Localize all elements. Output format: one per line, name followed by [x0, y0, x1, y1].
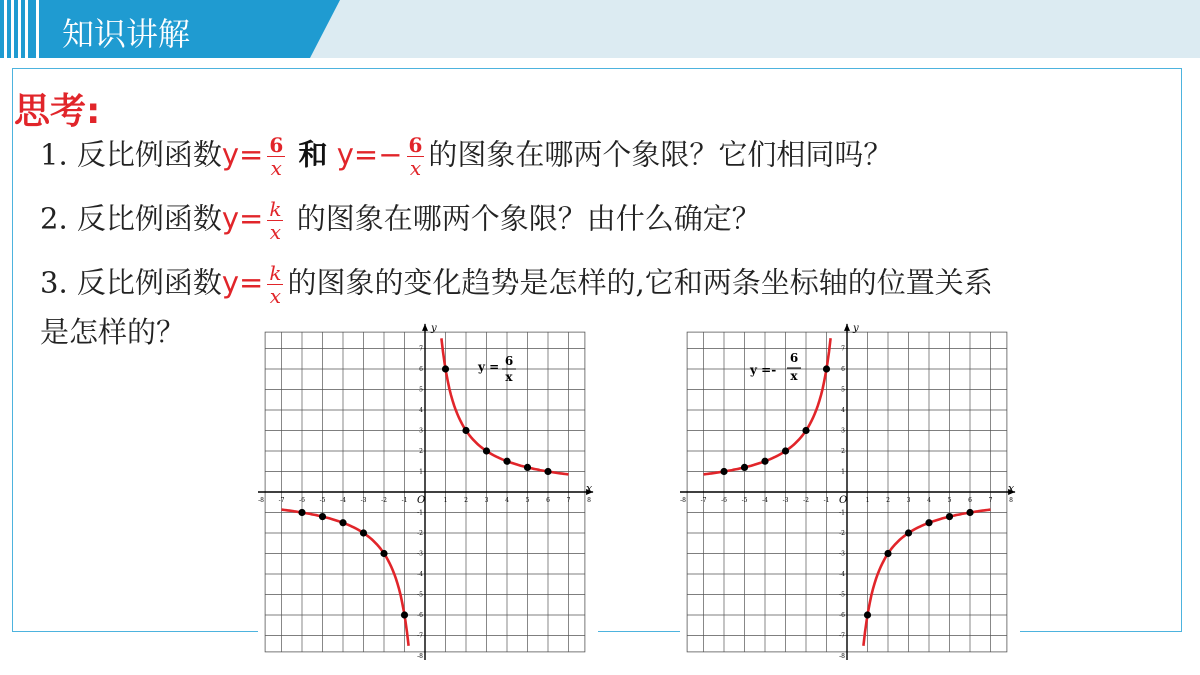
- data-point: [884, 550, 891, 557]
- q3-den: x: [269, 284, 282, 308]
- origin-label: O: [417, 495, 426, 506]
- q1-eq1: y=: [221, 137, 264, 172]
- y-tick-label: -1: [417, 509, 423, 517]
- data-point: [782, 447, 789, 454]
- y-tick-label: -8: [839, 653, 845, 660]
- y-tick-label: 2: [841, 448, 845, 455]
- header-stripe: [25, 0, 28, 58]
- y-tick-label: -5: [839, 591, 845, 599]
- y-tick-label: 7: [841, 345, 845, 353]
- y-tick-label: -2: [839, 530, 845, 537]
- data-point: [966, 509, 973, 516]
- y-tick-label: 1: [419, 468, 423, 476]
- question-3-line-2: 是怎样的？: [40, 315, 186, 349]
- y-tick-label: -6: [839, 612, 845, 619]
- q2-prefix: 2. 反比例函数: [40, 201, 222, 236]
- x-tick-label: -1: [823, 497, 830, 504]
- y-tick-label: -8: [417, 653, 423, 660]
- header-stripe: [36, 0, 39, 58]
- y-tick-label: 6: [841, 366, 845, 373]
- x-tick-label: -7: [278, 497, 285, 504]
- y-tick-label: -7: [417, 632, 423, 640]
- x-tick-label: 2: [464, 497, 468, 504]
- page-title: 知识讲解: [62, 15, 191, 53]
- data-point: [483, 447, 490, 454]
- y-tick-label: -5: [417, 591, 423, 599]
- data-point: [823, 365, 830, 372]
- data-point: [761, 458, 768, 465]
- x-tick-label: -2: [381, 497, 387, 504]
- data-point: [503, 458, 510, 465]
- q2-suffix: 的图象在哪两个象限？由什么确定？: [296, 201, 761, 236]
- y-tick-label: 3: [841, 427, 845, 435]
- question-3: [40, 262, 993, 307]
- graph-negative-k: [680, 318, 1020, 660]
- y-tick-label: -7: [839, 632, 845, 640]
- q1-den1: x: [270, 156, 282, 180]
- y-tick-label: 6: [419, 366, 423, 373]
- y-tick-label: -4: [839, 571, 845, 578]
- data-point: [401, 611, 408, 618]
- q2-den: x: [269, 220, 282, 244]
- data-point: [864, 611, 871, 618]
- q3-num: k: [269, 261, 282, 285]
- formula-prefix: y =-: [750, 363, 777, 377]
- header-stripe: [18, 0, 21, 58]
- q3-prefix: 3. 反比例函数: [40, 265, 222, 300]
- data-point: [802, 427, 809, 434]
- graph-positive-k: [258, 318, 598, 660]
- data-point: [339, 519, 346, 526]
- formula-prefix: y =: [478, 360, 500, 374]
- origin-label: O: [839, 495, 848, 506]
- x-tick-label: 3: [484, 497, 489, 504]
- x-tick-label: -5: [319, 497, 326, 504]
- formula-denominator: x: [790, 369, 798, 383]
- q1-fraction-2: [407, 134, 425, 179]
- data-point: [524, 464, 531, 471]
- y-tick-label: 5: [841, 386, 845, 394]
- q3-suffix: 的图象的变化趋势是怎样的,它和两条坐标轴的位置关系: [287, 265, 993, 300]
- data-point: [442, 365, 449, 372]
- x-axis-label: x: [1008, 482, 1015, 495]
- y-tick-label: -1: [839, 509, 845, 517]
- x-tick-label: 7: [566, 497, 571, 504]
- x-tick-label: 4: [505, 497, 509, 504]
- question-2: [40, 198, 761, 243]
- data-point: [544, 468, 551, 475]
- y-tick-label: 2: [419, 448, 423, 455]
- y-tick-label: 5: [419, 386, 423, 394]
- q1-prefix: 1. 反比例函数: [40, 137, 222, 172]
- x-tick-label: 1: [865, 497, 870, 504]
- q1-num2: 6: [408, 133, 423, 157]
- data-point: [720, 468, 727, 475]
- q1-den2: x: [409, 156, 422, 180]
- x-tick-label: 5: [525, 497, 530, 504]
- q3-eq: y=: [221, 265, 264, 300]
- q2-fraction: [267, 198, 283, 243]
- y-tick-label: 1: [841, 468, 845, 476]
- data-point: [298, 509, 305, 516]
- q1-and: 和: [298, 137, 328, 172]
- x-tick-label: 6: [968, 497, 972, 504]
- data-point: [946, 513, 953, 520]
- x-tick-label: 4: [927, 497, 931, 504]
- x-tick-label: 5: [947, 497, 952, 504]
- y-tick-label: 4: [841, 407, 845, 414]
- data-point: [319, 513, 326, 520]
- question-1: [40, 134, 892, 179]
- y-tick-label: -2: [417, 530, 423, 537]
- q2-eq: y=: [221, 201, 264, 236]
- y-tick-label: -3: [839, 550, 845, 558]
- x-tick-label: 8: [1009, 497, 1013, 504]
- y-tick-label: 7: [419, 345, 423, 353]
- y-tick-label: 3: [419, 427, 423, 435]
- formula-denominator: x: [505, 370, 513, 384]
- data-point: [360, 529, 367, 536]
- x-tick-label: -3: [360, 497, 367, 504]
- y-tick-label: -4: [417, 571, 423, 578]
- q1-eq2: y=−: [336, 137, 403, 172]
- q3-fraction: [267, 262, 283, 307]
- y-axis-label: y: [431, 323, 437, 334]
- x-tick-label: -8: [258, 497, 264, 504]
- x-axis-label: x: [586, 482, 593, 495]
- x-tick-label: -6: [299, 497, 305, 504]
- x-tick-label: -4: [762, 497, 768, 504]
- y-tick-label: -3: [417, 550, 423, 558]
- x-tick-label: -4: [340, 497, 346, 504]
- x-tick-label: -8: [680, 497, 686, 504]
- q1-suffix: 的图象在哪两个象限？它们相同吗？: [428, 137, 893, 172]
- x-tick-label: -3: [782, 497, 789, 504]
- y-axis-label: y: [853, 323, 859, 334]
- x-tick-label: 8: [587, 497, 591, 504]
- x-tick-label: 1: [443, 497, 448, 504]
- data-point: [925, 519, 932, 526]
- header-stripe: [4, 0, 7, 58]
- q1-fraction-1: [267, 134, 285, 179]
- x-tick-label: -2: [803, 497, 809, 504]
- header-stripe: [11, 0, 14, 58]
- q2-num: k: [269, 197, 282, 221]
- formula-numerator: 6: [789, 351, 799, 365]
- y-tick-label: 4: [419, 407, 423, 414]
- x-tick-label: -6: [721, 497, 727, 504]
- x-tick-label: -1: [401, 497, 408, 504]
- x-tick-label: 3: [906, 497, 911, 504]
- x-tick-label: -7: [700, 497, 707, 504]
- x-tick-label: 7: [988, 497, 993, 504]
- x-tick-label: 6: [546, 497, 550, 504]
- x-tick-label: -5: [741, 497, 748, 504]
- data-point: [741, 464, 748, 471]
- y-tick-label: -6: [417, 612, 423, 619]
- q1-num1: 6: [269, 133, 284, 157]
- think-label: 思考:: [14, 91, 101, 132]
- x-tick-label: 2: [886, 497, 890, 504]
- data-point: [905, 529, 912, 536]
- data-point: [462, 427, 469, 434]
- data-point: [380, 550, 387, 557]
- formula-numerator: 6: [504, 354, 514, 368]
